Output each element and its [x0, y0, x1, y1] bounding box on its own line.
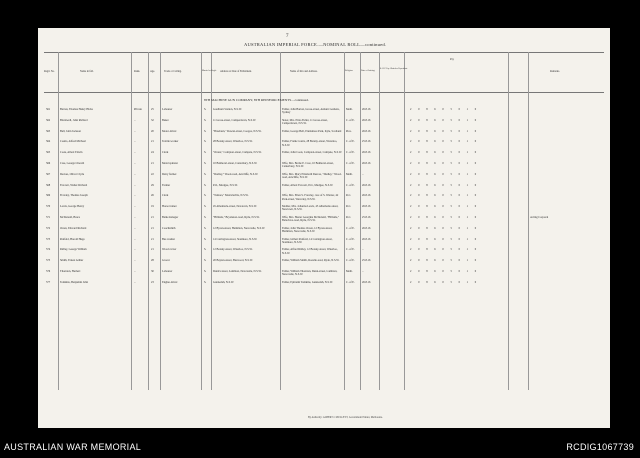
regtl-no-cell: 567: [46, 172, 51, 176]
rank-cell: Private: [134, 108, 142, 111]
header-age: Age.: [150, 70, 155, 73]
marital-status-cell: S.: [204, 205, 207, 209]
trade-cell: Bus washer: [162, 237, 175, 241]
table-row: [38, 162, 610, 172]
rank-cell: ..: [134, 216, 136, 219]
next-of-kin-cell: Father, William Smith, Rozelle-road, Ryde, N.S.W.: [282, 259, 340, 263]
marital-status-cell: S.: [204, 129, 207, 133]
section-heading: 8TH MACHINE GUN COMPANY, 8TH REINFORCEMENTS—continued.: [204, 98, 309, 102]
name-cell: Smith, Ernest Arthur: [60, 259, 84, 263]
religion-cell: R.C.: [346, 194, 352, 198]
age-cell: 20: [151, 129, 154, 133]
age-cell: 21: [151, 216, 154, 219]
table-row: [38, 130, 610, 140]
joining-date-cell: 26.8.16: [362, 280, 371, 284]
regtl-no-cell: 566: [46, 162, 51, 165]
next-of-kin-cell: Father, Gilbert Penfold, 14 Carrington-street, Stanmore, N.S.W.: [282, 237, 333, 244]
marital-status-cell: S.: [204, 172, 207, 176]
regtl-no-cell: 576: [46, 270, 51, 273]
name-cell: Bell, John Jackson: [60, 129, 81, 133]
table-row: [38, 151, 610, 161]
next-of-kin-cell: Wife, Mrs. Hester Georgina McDonald, "Hillside," Balaclava-road, Ryde, N.S.W.: [282, 216, 340, 223]
marital-status-cell: S.: [204, 108, 207, 111]
trade-cell: Labourer: [162, 270, 173, 273]
age-cell: 22: [151, 172, 154, 176]
regtl-no-cell: 568: [46, 183, 51, 187]
name-cell: McDonald, Bruce: [60, 216, 81, 219]
address-cell: 20 Bayton-street, Burwood, N.S.W.: [213, 259, 253, 263]
name-cell: Cree, George Oswald: [60, 162, 85, 165]
header-address: Address at Date of Enlistment.: [220, 70, 252, 73]
religion-cell: C. of E.: [346, 237, 355, 241]
joining-date-cell: 25.8.16: [362, 140, 371, 144]
header-trade: Trade or Calling.: [164, 70, 182, 73]
table-row: [38, 184, 610, 194]
marital-status-cell: S.: [204, 280, 207, 284]
page-number: 7: [286, 34, 289, 39]
name-cell: Blackwell, John Richard: [60, 118, 88, 122]
marital-status-cell: S.: [204, 183, 207, 187]
age-cell: 29: [151, 183, 154, 187]
age-cell: 21: [151, 237, 154, 241]
rank-cell: ..: [134, 237, 136, 241]
joining-date-cell: 26.8.16: [362, 151, 371, 155]
trade-cell: Textile worker: [162, 140, 179, 144]
trade-cell: Coachsmith: [162, 226, 176, 230]
marital-status-cell: S.: [204, 216, 207, 219]
age-cell: 30: [151, 270, 154, 273]
joining-date-cell: 26.8.16: [362, 226, 371, 230]
trade-cell: Engine-driver: [162, 280, 178, 284]
trade-cell: Grocer: [162, 259, 170, 263]
regtl-no-cell: 575: [46, 259, 51, 263]
header-regtl-no: Regtl. No.: [44, 70, 55, 73]
rank-cell: ..: [134, 259, 136, 263]
marital-status-cell: S.: [204, 226, 207, 230]
next-of-kin-cell: Sister, Mrs. Eliza Fuller, 11 Grose-street, Camperdown, N.S.W.: [282, 118, 328, 125]
religion-cell: Meth.: [346, 270, 353, 273]
rank-cell: ..: [134, 162, 136, 165]
regtl-no-cell: 572: [46, 226, 51, 230]
marital-status-cell: S.: [204, 140, 207, 144]
marital-status-cell: S.: [204, 259, 207, 263]
pay-rates-cell: 2 0 8 6 0 5 0 1 0: [410, 259, 477, 263]
table-row: [38, 281, 610, 291]
marital-status-cell: S.: [204, 248, 207, 252]
next-of-kin-cell: Father, Frank Coutts, 28 Botany-street, Waterloo, N.S.W.: [282, 140, 338, 147]
name-cell: Tomkins, Benjamin John: [60, 280, 89, 284]
rank-cell: ..: [134, 183, 136, 187]
header-allotment: If A.I.F. Pay Allotted or Dependents: [380, 68, 408, 70]
header-religion: Religion.: [345, 70, 354, 72]
trade-cell: Baker: [162, 118, 169, 122]
rank-cell: ..: [134, 205, 136, 209]
rank-cell: ..: [134, 140, 136, 144]
table-row: [38, 216, 610, 226]
religion-cell: R.C.: [346, 205, 352, 209]
name-cell: Lewis, George Henry: [60, 205, 85, 209]
trade-cell: Metal spinster: [162, 162, 178, 165]
joining-date-cell: 26.8.16: [362, 205, 371, 209]
age-cell: 21: [151, 248, 154, 252]
document-page: [38, 28, 610, 428]
rank-cell: ..: [134, 172, 136, 176]
religion-cell: Pres.: [346, 129, 352, 133]
joining-date-cell: ..: [362, 248, 364, 252]
pay-rates-cell: 2 0 8 6 0 5 0 1 0: [410, 108, 477, 111]
address-cell: "Orana," Compton-street, Campsie, N.S.W.: [213, 151, 262, 155]
pay-rates-cell: 2 0 8 6 0 5 0 1 0: [410, 140, 477, 144]
regtl-no-cell: 565: [46, 151, 51, 155]
table-row: [38, 270, 610, 280]
marital-status-cell: S.: [204, 162, 207, 165]
next-of-kin-cell: Father, Alfred Ridley, 12 Botany-street, Waterloo, N.S.W.: [282, 248, 338, 255]
name-cell: Coutts, Alfred Michael: [60, 140, 86, 144]
regtl-no-cell: 571: [46, 216, 51, 219]
next-of-kin-cell: Father, William Thornton, Dunn-street, Lambton, Newcastle, N.S.W.: [282, 270, 338, 277]
religion-cell: C. of E.: [346, 162, 355, 165]
address-cell: 12 Byron-street, Hamilton, Newcastle, N.S.W.: [213, 226, 265, 230]
address-cell: 28 Botany-street, Waterloo, N.S.W.: [213, 140, 253, 144]
regtl-no-cell: 562: [46, 118, 51, 122]
address-cell: "Braeburn," Rowan-street, Coogee, N.S.W.: [213, 129, 262, 133]
joining-date-cell: 25.8.16: [362, 259, 371, 263]
next-of-kin-cell: Wife, Mrs. Bertie E. Cree, 10 Balmoral-street, Canterbury, N.S.W.: [282, 162, 334, 169]
table-row: [38, 205, 610, 215]
header-top-rule: [44, 52, 604, 53]
joining-date-cell: ..: [362, 172, 364, 176]
joining-date-cell: 26.8.16: [362, 237, 371, 241]
address-cell: Goulburn Station, N.S.W.: [213, 108, 242, 111]
religion-cell: C. of E.: [346, 280, 355, 284]
joining-date-cell: ..: [362, 270, 364, 273]
next-of-kin-cell: Father, John Thomas Owen, 12 Byron-street, Hamilton, Newcastle, N.S.W.: [282, 226, 333, 233]
rank-cell: ..: [134, 226, 136, 230]
age-cell: 19: [151, 205, 154, 209]
header-name: Name in full.: [80, 70, 94, 73]
address-cell: Gunnedah, N.S.W.: [213, 280, 234, 284]
age-cell: 26: [151, 194, 154, 198]
regtl-no-cell: 569: [46, 194, 51, 198]
age-cell: 21: [151, 140, 154, 144]
religion-cell: C. of E.: [346, 140, 355, 144]
remarks-cell: Acting Corporal: [530, 216, 549, 219]
regtl-no-cell: 563: [46, 129, 51, 133]
next-of-kin-cell: Wife, Mrs. Mary Elizabeth Deaves, "Dudley," Wood-road, Arncliffe, N.S.W.: [282, 172, 342, 179]
name-cell: Frawley, Thomas Joseph: [60, 194, 88, 198]
religion-cell: C. of E.: [346, 151, 355, 155]
table-row: [38, 238, 610, 248]
next-of-kin-cell: Father, John Barton, Grose-street, Auburn Gardens, Sydney: [282, 108, 340, 115]
table-row: [38, 140, 610, 150]
record-id: RCDIG1067739: [566, 442, 634, 452]
joining-date-cell: 26.8.16: [362, 183, 371, 187]
age-cell: 32: [151, 118, 154, 122]
religion-cell: C. of E.: [346, 226, 355, 230]
header-pay: Pay: [450, 58, 454, 61]
header-joining: Date of Joining.: [361, 70, 376, 72]
joining-date-cell: 26.8.16: [362, 118, 371, 122]
trade-cell: Motor-driver: [162, 129, 177, 133]
header-married: Married or Single.: [202, 70, 217, 72]
regtl-no-cell: 573: [46, 237, 51, 241]
name-cell: Deaves, Oliver Clyde: [60, 172, 85, 176]
table-row: [38, 173, 610, 183]
religion-cell: C. of E.: [346, 259, 355, 263]
address-cell: 45 Albemarle-street, Newtown, N.S.W.: [213, 205, 257, 209]
table-row: [38, 194, 610, 204]
regtl-no-cell: 564: [46, 140, 51, 144]
address-cell: 14 Carrington-street, Stanmore, N.S.W.: [213, 237, 258, 241]
regtl-no-cell: 577: [46, 280, 51, 284]
pay-rates-cell: 2 0 8 6 0 5 0 1 0: [410, 280, 477, 284]
trade-cell: Labourer: [162, 108, 173, 111]
printer-imprint: By Authority: ALBERT J. MULLETT, Government Printer, Melbourne.: [308, 416, 383, 419]
pay-rates-cell: 2 0 8 6 0 5 0 1 0: [410, 129, 477, 133]
age-cell: 25: [151, 108, 154, 111]
pay-rates-cell: 2 0 8 6 0 5 0 1 0: [410, 118, 477, 122]
address-cell: 12 Botany-street, Waterloo, N.S.W.: [213, 248, 253, 252]
pay-rates-cell: 2 0 8 6 0 5 0 1 0: [410, 194, 477, 198]
trade-cell: Dairy farmer: [162, 172, 177, 176]
pay-rates-cell: 2 0 8 6 0 5 0 1 0: [410, 183, 477, 187]
table-row: [38, 119, 610, 129]
marital-status-cell: S.: [204, 194, 207, 198]
rank-cell: ..: [134, 194, 136, 198]
address-cell: P.O., Mudgee, N.S.W.: [213, 183, 238, 187]
archive-name: AUSTRALIAN WAR MEMORIAL: [4, 442, 142, 452]
pay-rates-cell: 2 0 8 6 0 5 0 1 0: [410, 237, 477, 241]
address-cell: 10 Balmoral-street, Canterbury, N.S.W.: [213, 162, 258, 165]
age-cell: 23: [151, 280, 154, 284]
address-cell: "Tamara," Marrickville, N.S.W.: [213, 194, 249, 198]
address-cell: 11 Grose-street, Camperdown, N.S.W.: [213, 118, 256, 122]
age-cell: 28: [151, 259, 154, 263]
marital-status-cell: S.: [204, 270, 207, 273]
regtl-no-cell: 574: [46, 248, 51, 252]
pay-rates-cell: 2 0 8 6 0 5 0 1 0: [410, 216, 477, 219]
trade-cell: Clerk: [162, 194, 169, 198]
trade-cell: Farmer: [162, 183, 171, 187]
name-cell: Cook, Albert Edwin: [60, 151, 83, 155]
trade-cell: Bank manager: [162, 216, 179, 219]
next-of-kin-cell: Father, John Cook, Compton-street, Campsie, N.S.W.: [282, 151, 342, 155]
pay-rates-cell: 2 0 8 6 0 5 0 1 0: [410, 270, 477, 273]
religion-cell: Meth.: [346, 172, 353, 176]
header-rank: Rank.: [134, 70, 141, 73]
rank-cell: ..: [134, 270, 136, 273]
header-remarks: Remarks.: [550, 70, 560, 73]
joining-date-cell: 25.8.16: [362, 216, 371, 219]
religion-cell: R.C.: [346, 216, 352, 219]
pay-rates-cell: 2 0 8 6 0 5 0 1 0: [410, 172, 477, 176]
name-cell: Owen, Edward Richard: [60, 226, 87, 230]
address-cell: "Hillside," Bryanston-road, Ryde, N.S.W.: [213, 216, 260, 219]
name-cell: Thornton, Herbert: [60, 270, 81, 273]
rank-cell: ..: [134, 280, 136, 284]
pay-rates-cell: 2 0 8 6 0 5 0 1 0: [410, 162, 477, 165]
table-row: [38, 259, 610, 269]
regtl-no-cell: 570: [46, 205, 51, 209]
next-of-kin-cell: Mother, Mrs. Johanna Lewis, 45 Albemarle-street, Newtown, N.S.W.: [282, 205, 339, 212]
pay-rates-cell: 2 0 8 6 0 5 0 1 0: [410, 205, 477, 209]
marital-status-cell: S.: [204, 118, 207, 122]
table-row: [38, 227, 610, 237]
rank-cell: ..: [134, 118, 136, 122]
pay-rates-cell: 2 0 8 6 0 5 0 1 0: [410, 151, 477, 155]
age-cell: 24: [151, 151, 154, 155]
age-cell: 21: [151, 162, 154, 165]
page-title: AUSTRALIAN IMPERIAL FORCE.—NOMINAL ROLL—continued.: [244, 42, 387, 47]
religion-cell: Meth.: [346, 108, 353, 111]
rank-cell: ..: [134, 248, 136, 252]
table-row: [38, 248, 610, 258]
joining-date-cell: 26.8.16: [362, 162, 371, 165]
joining-date-cell: 26.8.16: [362, 129, 371, 133]
trade-cell: Wood carver: [162, 248, 177, 252]
religion-cell: C. of E.: [346, 248, 355, 252]
header-bottom-rule: [44, 92, 604, 93]
name-cell: Fawcett, Walter Richard: [60, 183, 88, 187]
religion-cell: C. of E.: [346, 183, 355, 187]
name-cell: Penfold, Harold Hugo: [60, 237, 85, 241]
joining-date-cell: 26.8.16: [362, 194, 371, 198]
next-of-kin-cell: Father, George Bell, Ennismore Park, Kyle, Scotland: [282, 129, 342, 133]
pay-rates-cell: 2 0 8 6 0 5 0 1 0: [410, 248, 477, 252]
religion-cell: C. of E.: [346, 118, 355, 122]
rank-cell: ..: [134, 151, 136, 155]
next-of-kin-cell: Father, Albert Fawcett, P.O., Mudgee, N.S.W.: [282, 183, 334, 187]
name-cell: Barton, Thomas Henry Hicks: [60, 108, 93, 111]
header-next-of-kin: Name of Kin and Address.: [290, 70, 318, 73]
next-of-kin-cell: Wife, Mrs. Ellen S. Frawley, care of S. Warner, 42 Park-street, Waverley, N.S.W.: [282, 194, 339, 201]
table-row: [38, 108, 610, 118]
address-cell: "Dudley," Wood-road, Arncliffe, N.S.W.: [213, 172, 259, 176]
rank-cell: ..: [134, 129, 136, 133]
next-of-kin-cell: Father, Ephraim Tomkins, Gunnedah, N.S.W.: [282, 280, 333, 284]
trade-cell: Clerk: [162, 151, 169, 155]
marital-status-cell: S.: [204, 237, 207, 241]
name-cell: Ridley, George William: [60, 248, 87, 252]
address-cell: Dunn's street, Lambton, Newcastle, N.S.W.: [213, 270, 262, 273]
pay-rates-cell: 2 0 8 6 0 5 0 1 0: [410, 226, 477, 230]
age-cell: 21: [151, 226, 154, 230]
regtl-no-cell: 561: [46, 108, 51, 111]
marital-status-cell: S.: [204, 151, 207, 155]
joining-date-cell: 26.8.16: [362, 108, 371, 111]
trade-cell: Horse trainer: [162, 205, 177, 209]
